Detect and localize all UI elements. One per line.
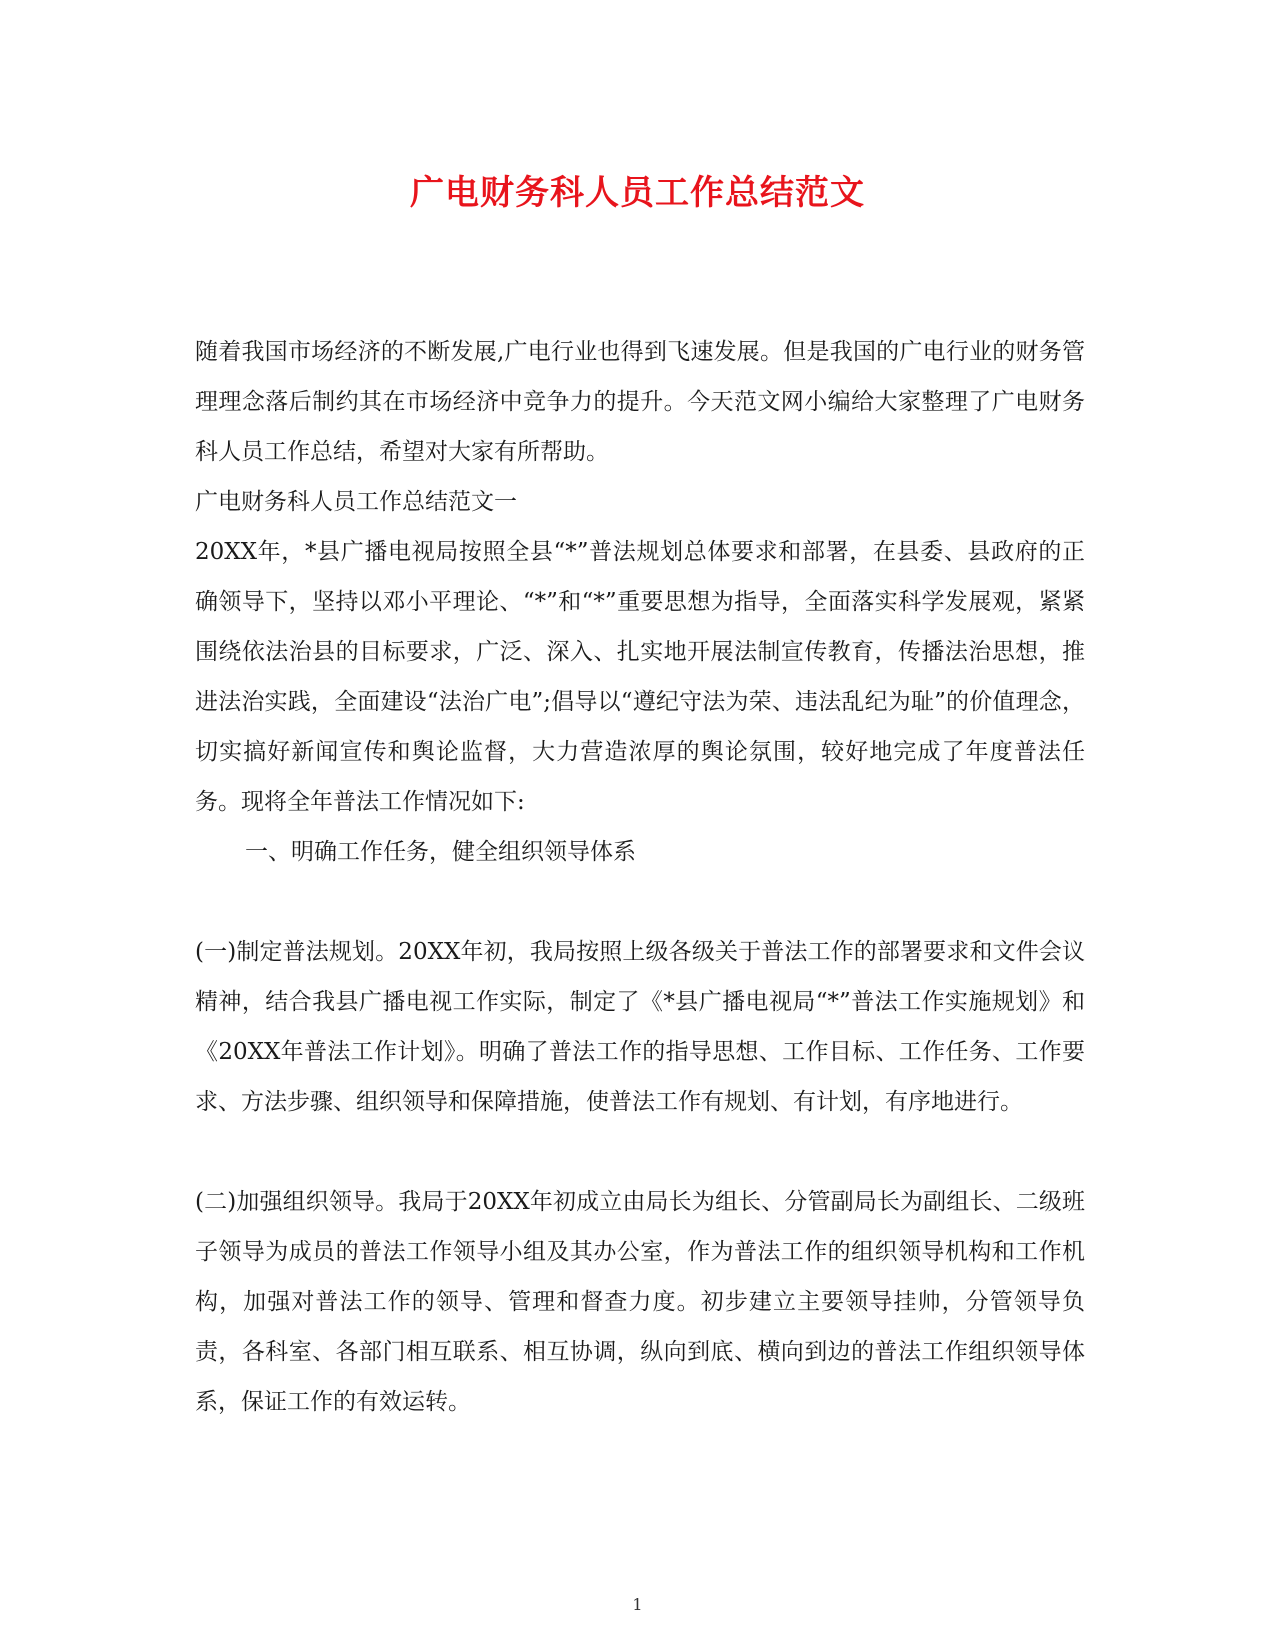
subtitle-paragraph: 广电财务科人员工作总结范文一 (195, 489, 517, 515)
page-number: 1 (632, 1595, 643, 1614)
body-paragraph: 20XX年，*县广播电视局按照全县“*”普法规划总体要求和部署，在县委、县政府的正确领导下，坚持以邓小平理论、“*”和“*”重要思想为指导，全面落实科学发展观，紧紧围绕依法治县的目标要求，广泛、深入、扎实地开展法制宣传教育，传播法治思想，推进法治实践，全面建设“法治广电”;倡导以“遵纪守法为荣、违法乱纪为耻”的价值理念，切实搞好新闻宣传和舆论监督，大力营造浓厚的舆论氛围，较好地完成了年度普法任务。现将全年普法工作情况如下: (195, 539, 1085, 815)
list-item-1: (一)制定普法规划。20XX年初，我局按照上级各级关于普法工作的部署要求和文件会议精神，结合我县广播电视工作实际，制定了《*县广播电视局“*”普法工作实施规划》和《20XX年普法工作计划》。明确了普法工作的指导思想、工作目标、工作任务、工作要求、方法步骤、组织领导和保障措施，使普法工作有规划、有计划，有序地进行。 (195, 939, 1085, 1115)
section-heading: 一、明确工作任务，健全组织领导体系 (245, 839, 636, 865)
list-item-2: (二)加强组织领导。我局于20XX年初成立由局长为组长、分管副局长为副组长、二级班子领导为成员的普法工作领导小组及其办公室，作为普法工作的组织领导机构和工作机构，加强对普法工作的领导、管理和督查力度。初步建立主要领导挂帅，分管领导负责，各科室、各部门相互联系、相互协调，纵向到底、横向到边的普法工作组织领导体系，保证工作的有效运转。 (195, 1189, 1085, 1415)
intro-paragraph: 随着我国市场经济的不断发展,广电行业也得到飞速发展。但是我国的广电行业的财务管理理念落后制约其在市场经济中竞争力的提升。今天范文网小编给大家整理了广电财务科人员工作总结，希望对大家有所帮助。 (195, 339, 1085, 465)
page-title: 广电财务科人员工作总结范文 (410, 173, 865, 213)
document-body (195, 327, 1085, 1427)
